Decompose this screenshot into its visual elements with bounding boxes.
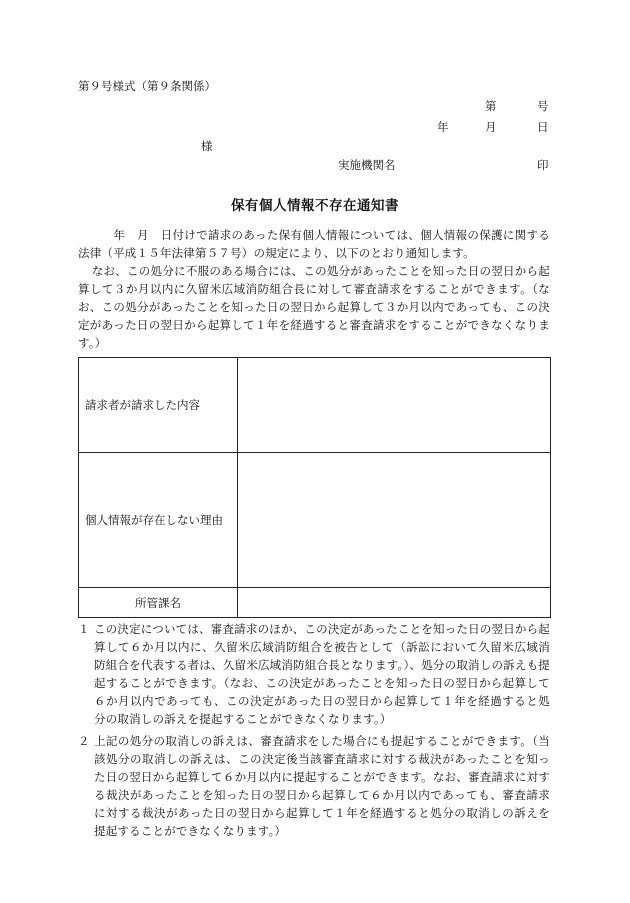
body-paragraph-1: 年 月 日付けで請求のあった保有個人情報については、個人情報の保護に関する法律（平成１５年法律第５７号）の規定により、以下のとおり通知します。 <box>78 228 550 260</box>
note-1 <box>78 620 550 728</box>
seal-mark: 印 <box>537 158 549 172</box>
table-row <box>79 588 551 618</box>
document-title: 保有個人情報不存在通知書 <box>231 198 399 214</box>
body-paragraph-2: なお、この処分に不服のある場合には、この処分があったことを知った日の翌日から起算して３か月以内に久留米広域消防組合長に対して審査請求をすることができます。（なお、この処分があったことを知った日の翌日から起算して３か月以内であっても、この決定があった日の翌日から起算して１年を経過すると審査請求をすることができなくなります。） <box>78 264 550 350</box>
form-number: 第９号様式（第９条関係） <box>78 79 216 93</box>
table-value-request-content[interactable] <box>238 358 551 453</box>
table-label-department: 所管課名 <box>79 588 238 618</box>
doc-number-suffix: 号 <box>537 99 549 113</box>
note-1-number: １ <box>78 622 90 636</box>
note-2-text: 上記の処分の取消しの訴えは、審査請求をした場合にも提起することができます。（当該処分の取消しの訴えは、この決定後当該審査請求に対する裁決があったことを知った日の翌日から起算して６か月以内に提起することができます。なお、審査請求に対する裁決があったことを知った日の翌日から起算して６か月以内であっても、審査請求に対する裁決があった日の翌日から起算して１年を経過すると処分の取消しの訴えを提起することができなくなります。） <box>94 734 550 838</box>
issuer-label: 実施機関名 <box>338 158 396 172</box>
table-label-nonexistence-reason: 個人情報が存在しない理由 <box>79 453 238 588</box>
date-day: 日 <box>537 120 549 134</box>
date-year: 年 <box>437 120 449 134</box>
note-1-text: この決定については、審査請求のほか、この決定があったことを知った日の翌日から起算して６か月以内に、久留米広域消防組合を被告として（訴訟において久留米広域消防組合を代表する者は、久留米広域消防組合長となります。）、処分の取消しの訴えも提起することができます。（なお、この決定があったことを知った日の翌日から起算して６か月以内であっても、この決定があった日の翌日から起算して１年を経過すると処分の取消しの訴えを提起することができなくなります。） <box>94 622 550 726</box>
table-value-department[interactable] <box>238 588 551 618</box>
table-label-request-content: 請求者が請求した内容 <box>79 358 238 453</box>
date-month: 月 <box>485 120 497 134</box>
note-2-number: ２ <box>78 734 90 748</box>
info-table <box>78 357 551 618</box>
table-row <box>79 453 551 588</box>
table-row <box>79 358 551 453</box>
note-2 <box>78 732 550 840</box>
doc-number-prefix: 第 <box>485 99 497 113</box>
addressee-suffix: 様 <box>201 139 213 153</box>
table-value-nonexistence-reason[interactable] <box>238 453 551 588</box>
